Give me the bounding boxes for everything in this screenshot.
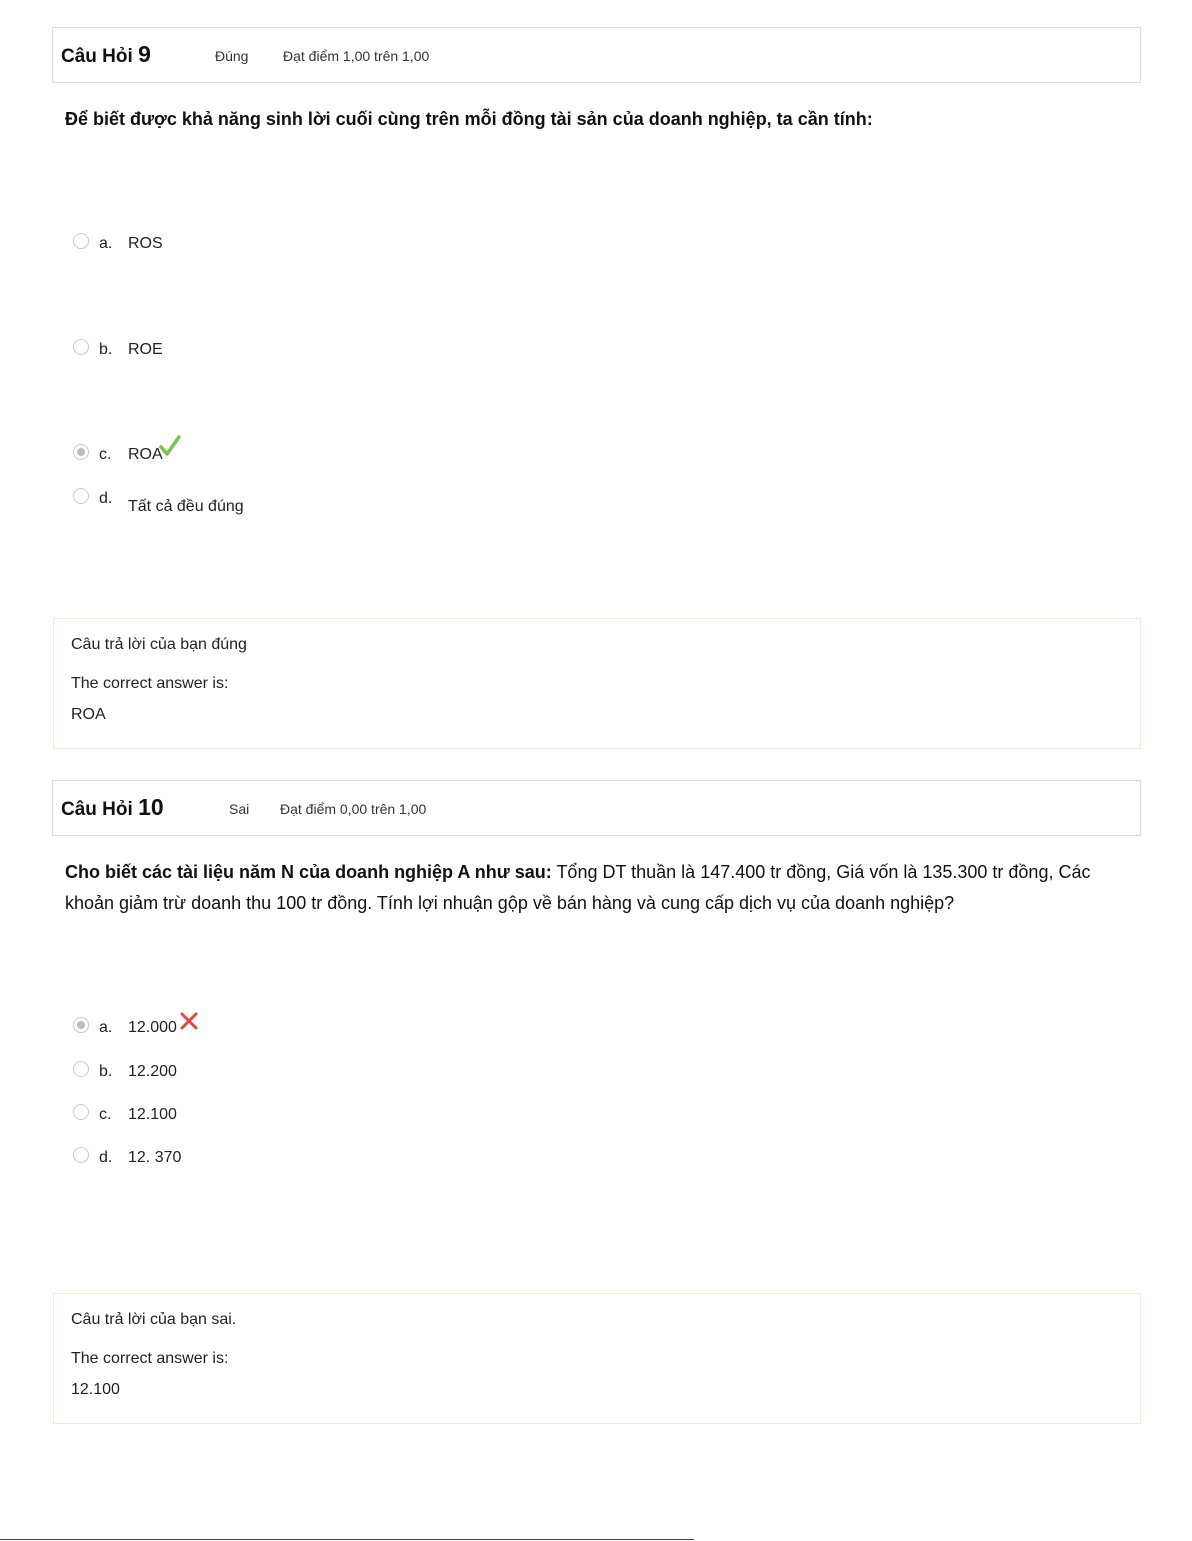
- option-text-value: 12.000: [128, 1019, 177, 1036]
- radio-button[interactable]: [73, 1147, 89, 1163]
- question-9-header: [52, 27, 1141, 83]
- option-text: Tất cả đều đúng: [128, 498, 244, 515]
- radio-button[interactable]: [73, 1061, 89, 1077]
- question-label: Câu Hỏi: [61, 799, 133, 820]
- option-letter: c.: [99, 446, 112, 463]
- option-letter: b.: [99, 341, 113, 358]
- question-text-bold: Cho biết các tài liệu năm N của doanh nghiệp A như sau:: [65, 862, 552, 882]
- option-letter: a.: [99, 235, 113, 252]
- question-state: Đúng: [215, 48, 249, 64]
- option-text: [128, 446, 163, 464]
- correct-answer-value: 12.100: [71, 1381, 120, 1398]
- question-text-bold: Để biết được khả năng sinh lời cuối cùng trên mỗi đồng tài sản của doanh nghiệp, ta cần tính:: [65, 109, 873, 129]
- question-10-feedback: [53, 1293, 1141, 1424]
- radio-button-selected[interactable]: [73, 444, 89, 460]
- option-text-value: ROA: [128, 446, 163, 463]
- option-letter: d.: [99, 1149, 113, 1166]
- question-number: 9: [138, 41, 151, 67]
- option-letter: a.: [99, 1019, 113, 1036]
- cross-icon: [179, 1011, 199, 1031]
- radio-button[interactable]: [73, 488, 89, 504]
- feedback-result: Câu trả lời của bạn sai.: [71, 1311, 237, 1328]
- question-title: [61, 794, 164, 821]
- question-title: [61, 41, 151, 68]
- radio-button[interactable]: [73, 1104, 89, 1120]
- check-icon: [159, 435, 181, 457]
- question-9-text: [65, 104, 1135, 135]
- question-grade: Đạt điểm 0,00 trên 1,00: [280, 801, 427, 817]
- feedback-result: Câu trả lời của bạn đúng: [71, 636, 247, 653]
- question-10-header: [52, 780, 1141, 836]
- option-letter: b.: [99, 1063, 113, 1080]
- radio-button[interactable]: [73, 339, 89, 355]
- question-state: Sai: [229, 801, 250, 817]
- question-10-text: [65, 857, 1135, 919]
- question-grade: Đạt điểm 1,00 trên 1,00: [283, 48, 430, 64]
- option-text: 12.100: [128, 1106, 177, 1123]
- correct-answer-value: ROA: [71, 706, 106, 723]
- question-number: 10: [138, 794, 164, 820]
- correct-answer-label: The correct answer is:: [71, 1350, 229, 1367]
- option-text: ROS: [128, 235, 163, 252]
- option-letter: c.: [99, 1106, 112, 1123]
- correct-answer-label: The correct answer is:: [71, 675, 229, 692]
- radio-button[interactable]: [73, 233, 89, 249]
- option-text: 12. 370: [128, 1149, 182, 1166]
- question-9-feedback: [53, 618, 1141, 749]
- option-letter: d.: [99, 490, 113, 507]
- question-text-rest: Tổng DT thuần là 147.400 tr đồng, Giá vốn là 135.300 tr đồng, Các khoản giảm trừ doanh thu 100 tr đồng. Tính lợi nhuận gộp về bán hàng và cung cấp dịch vụ của doanh nghiệp?: [65, 862, 1091, 913]
- option-text: [128, 1019, 177, 1037]
- radio-button-selected[interactable]: [73, 1017, 89, 1033]
- question-label: Câu Hỏi: [61, 46, 133, 67]
- option-text: 12.200: [128, 1063, 177, 1080]
- footer-divider: [0, 1539, 694, 1540]
- option-text: ROE: [128, 341, 163, 358]
